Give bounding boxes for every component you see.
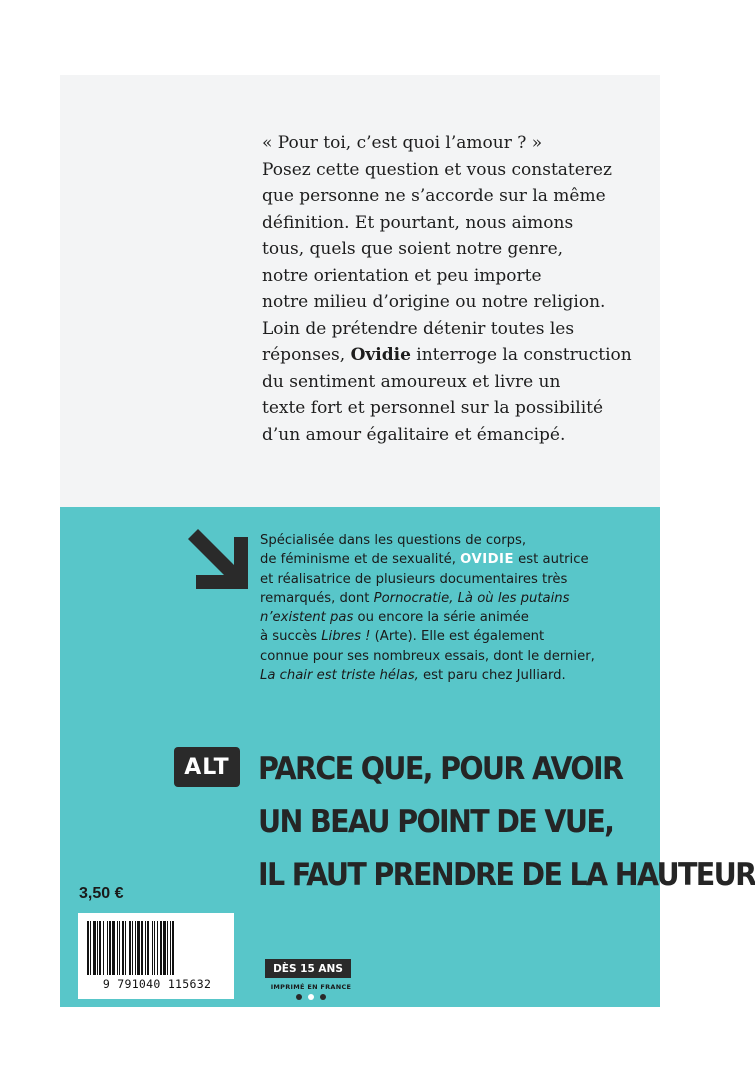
author-bio — [260, 531, 652, 685]
barcode-bar — [145, 921, 146, 975]
bio-line — [260, 550, 652, 569]
barcode-bar — [141, 921, 143, 975]
bio-title-italic: n’existent pas — [260, 610, 354, 626]
dot-icon — [320, 994, 326, 1000]
arrow-down-right-icon — [184, 529, 248, 593]
bio-text-part: remarqués, dont — [260, 590, 374, 606]
bio-line — [260, 589, 652, 608]
bio-title-italic: Pornocratie, Là où les putains — [373, 590, 570, 606]
barcode-bar — [90, 921, 91, 975]
bio-text-part: est autrice — [513, 552, 589, 568]
bio-line: connue pour ses nombreux essais, dont le dernier, — [260, 648, 595, 664]
price-label: 3,50 € — [79, 885, 124, 902]
blurb-line: du sentiment amoureux et livre un — [262, 371, 561, 392]
blurb-text-part: réponses, — [262, 345, 351, 365]
barcode-bar — [119, 921, 120, 975]
barcode-bar — [170, 921, 171, 975]
barcode-bar — [103, 921, 104, 975]
barcode-bar — [172, 921, 174, 975]
barcode-bar — [125, 921, 126, 975]
bio-line: Spécialisée dans les questions de corps, — [260, 533, 527, 548]
barcode-bar — [107, 921, 108, 975]
blurb-line: que personne ne s’accorde sur la même — [262, 186, 606, 206]
cover-upper-panel — [60, 75, 660, 507]
blurb-line: tous, quels que soient notre genre, — [262, 239, 564, 259]
barcode-bar — [109, 921, 111, 975]
blurb-line — [262, 342, 654, 369]
bio-text-part: ou encore la série animée — [353, 610, 529, 626]
bio-title-italic: La chair est triste hélas, — [260, 668, 419, 684]
printed-in-label: IMPRIMÉ EN FRANCE — [270, 983, 352, 991]
barcode-icon — [87, 921, 225, 975]
bio-text-part: (Arte). Elle est également — [370, 629, 545, 645]
blurb-line: notre orientation et peu importe — [262, 265, 542, 286]
barcode-bar — [152, 921, 153, 975]
bio-text-part: de féminisme et de sexualité, — [260, 552, 461, 568]
blurb-author-name: Ovidie — [350, 345, 411, 365]
barcode-bar — [117, 921, 118, 975]
blurb-line: Loin de prétendre détenir toutes les — [262, 318, 575, 339]
bio-author-name: OVIDIE — [460, 552, 514, 568]
barcode-bar — [147, 921, 149, 975]
blurb-text-part: interroge la construction — [410, 345, 632, 365]
bio-text-part: à succès — [260, 629, 322, 645]
blurb-line: texte fort et personnel sur la possibilité — [262, 398, 604, 418]
barcode-bar — [157, 921, 158, 975]
blurb-line: « Pour toi, c’est quoi l’amour ? » — [262, 133, 543, 153]
isbn-number: 9 791040 115632 — [102, 977, 212, 991]
barcode-bar — [112, 921, 115, 975]
blurb-line: d’un amour égalitaire et émancipé. — [262, 424, 566, 445]
dot-icon — [308, 994, 314, 1000]
dot-icon — [296, 994, 302, 1000]
barcode-bar — [154, 921, 155, 975]
bio-line: et réalisatrice de plusieurs documentaires très — [260, 571, 568, 587]
barcode-bar — [163, 921, 166, 975]
collection-badge: ALT — [174, 747, 240, 787]
bio-line — [260, 666, 652, 685]
age-rating-badge: DÈS 15 ANS — [265, 959, 351, 978]
barcode-bar — [99, 921, 101, 975]
barcode-bar — [129, 921, 131, 975]
barcode-bar — [87, 921, 89, 975]
barcode-bar — [167, 921, 168, 975]
bio-text-part: est paru chez Julliard. — [418, 668, 566, 684]
blurb-text — [262, 130, 654, 448]
collection-slogan — [258, 743, 755, 902]
barcode-bar — [135, 921, 136, 975]
blurb-line: définition. Et pourtant, nous aimons — [262, 212, 574, 233]
barcode-bar — [137, 921, 140, 975]
slogan-line: IL FAUT PRENDRE DE LA HAUTEUR — [258, 857, 755, 893]
barcode-bar — [97, 921, 98, 975]
barcode-bar — [160, 921, 162, 975]
bio-line — [260, 608, 652, 627]
bio-line — [260, 627, 652, 646]
barcode-bar — [93, 921, 96, 975]
blurb-line: Posez cette question et vous constaterez — [262, 159, 612, 180]
barcode-bar — [122, 921, 124, 975]
blurb-line: notre milieu d’origine ou notre religion. — [262, 292, 606, 312]
barcode-bar — [132, 921, 133, 975]
slogan-line: UN BEAU POINT DE VUE, — [258, 804, 614, 840]
slogan-line: PARCE QUE, POUR AVOIR — [258, 751, 623, 787]
book-back-cover — [60, 75, 755, 1007]
bio-title-italic: Libres ! — [321, 629, 371, 645]
barcode — [78, 913, 234, 999]
publisher-logo-dots — [291, 994, 331, 1002]
